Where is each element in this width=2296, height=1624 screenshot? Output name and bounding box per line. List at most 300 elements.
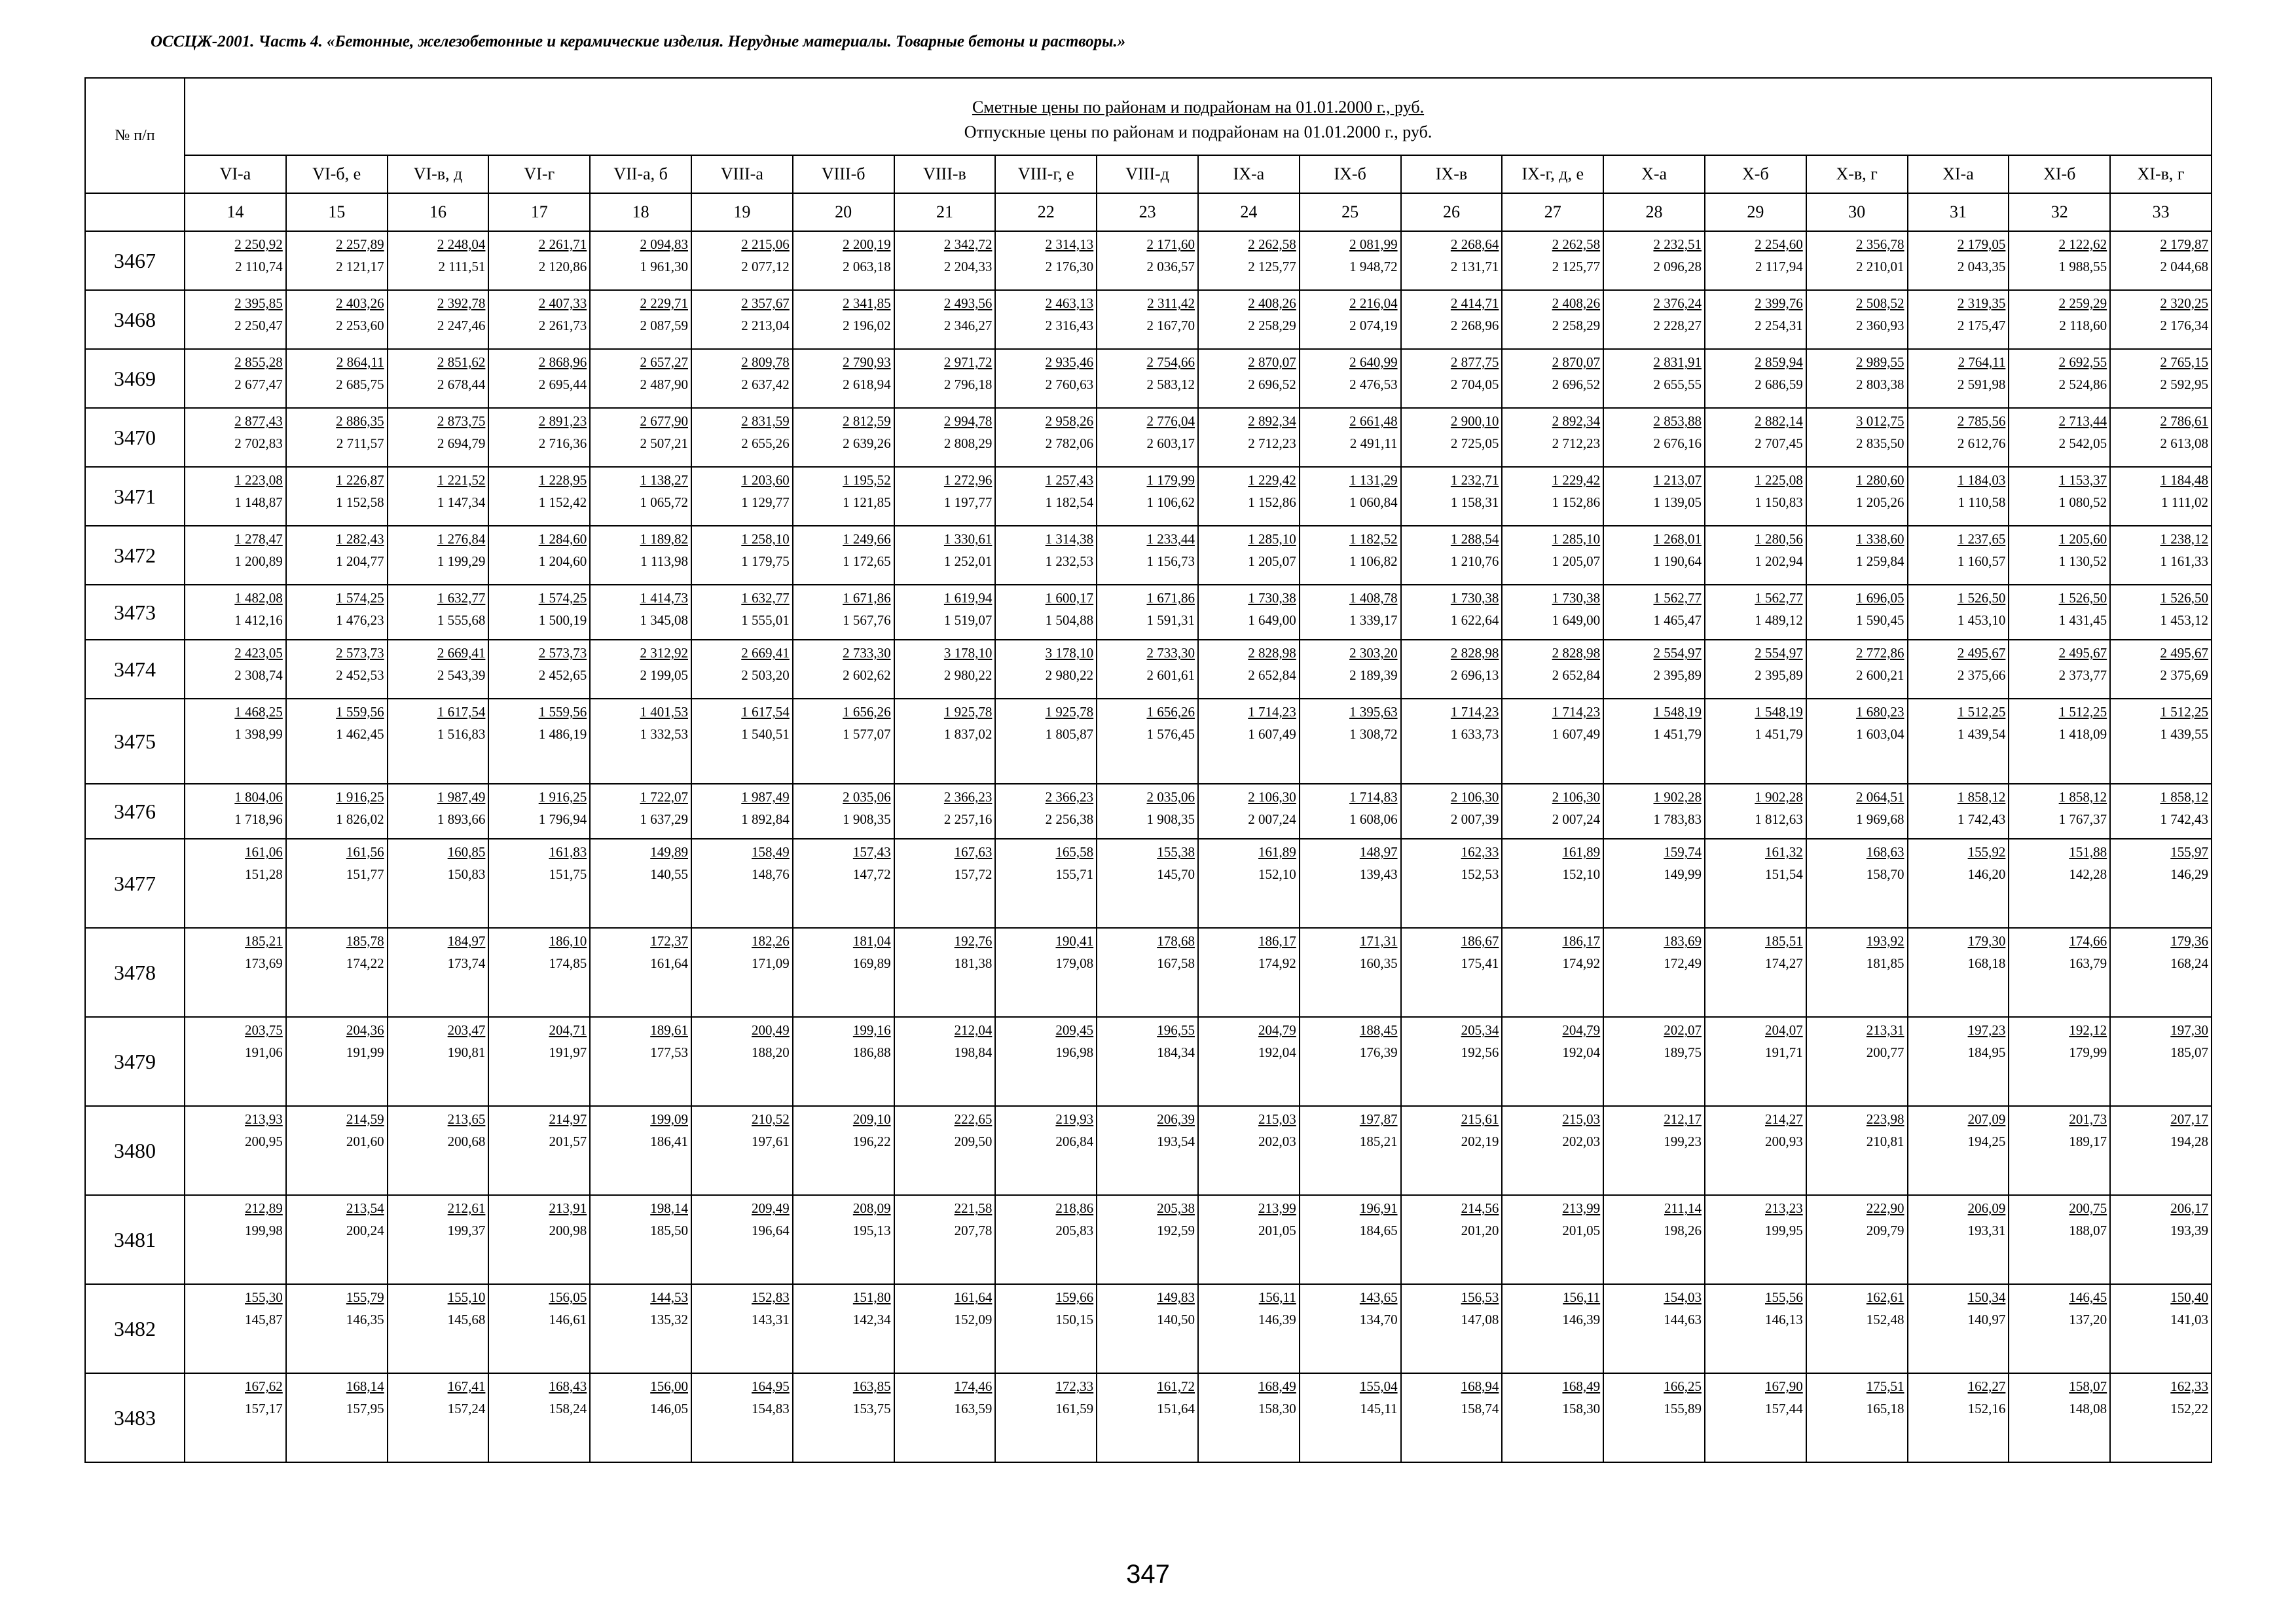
- estimated-price: 1 225,08: [1755, 472, 1803, 488]
- table-row: [85, 640, 2212, 699]
- release-price: 2 612,76: [1957, 435, 2006, 451]
- row-number: 3479: [85, 1017, 185, 1106]
- column-number: 21: [894, 193, 996, 231]
- region-header: IX-б: [1300, 155, 1401, 193]
- release-price: 1 111,02: [2161, 494, 2209, 510]
- release-price: 151,77: [346, 866, 384, 882]
- estimated-price: 174,66: [2069, 933, 2107, 949]
- estimated-price: 155,38: [1157, 844, 1195, 860]
- estimated-price: 202,07: [1664, 1022, 1702, 1038]
- estimated-price: 1 229,42: [1552, 472, 1601, 488]
- estimated-price: 161,72: [1157, 1378, 1195, 1394]
- price-cell: [2009, 839, 2110, 928]
- price-cell: [2110, 1106, 2212, 1195]
- release-price: 175,41: [1461, 955, 1499, 971]
- price-cell: [590, 526, 691, 585]
- estimated-price: 1 276,84: [437, 531, 486, 547]
- row-number: 3477: [85, 839, 185, 928]
- release-price: 1 451,79: [1755, 726, 1803, 742]
- release-price: 1 161,33: [2160, 553, 2209, 569]
- price-cell: [1603, 784, 1705, 839]
- price-cell: [2110, 231, 2212, 290]
- estimated-prices-title: Сметные цены по районам и подрайонам на 01.01.2000 г., руб.: [972, 98, 1425, 117]
- price-cell: [1300, 467, 1401, 526]
- release-price: 2 524,86: [2058, 377, 2107, 392]
- estimated-price: 182,26: [752, 933, 790, 949]
- price-cell: [1806, 231, 1908, 290]
- price-cell: [1908, 640, 2009, 699]
- estimated-price: 168,63: [1866, 844, 1904, 860]
- price-cell: [793, 1106, 894, 1195]
- estimated-price: 215,03: [1562, 1111, 1601, 1127]
- estimated-price: 2 877,75: [1450, 354, 1499, 370]
- release-price: 140,97: [1967, 1312, 2006, 1327]
- estimated-price: 2 366,23: [943, 789, 993, 805]
- estimated-price: 2 254,60: [1755, 236, 1803, 252]
- estimated-price: 2 081,99: [1349, 236, 1398, 252]
- price-cell: [590, 585, 691, 640]
- release-price: 2 176,34: [2160, 318, 2209, 333]
- estimated-price: 168,14: [346, 1378, 384, 1394]
- price-cell: [2110, 1017, 2212, 1106]
- release-price: 174,92: [1562, 955, 1601, 971]
- release-price: 2 074,19: [1349, 318, 1398, 333]
- price-cell: [894, 467, 996, 526]
- release-price: 192,56: [1461, 1044, 1499, 1060]
- estimated-price: 2 868,96: [538, 354, 587, 370]
- estimated-price: 2 764,11: [1958, 354, 2006, 370]
- estimated-price: 1 730,38: [1552, 590, 1601, 606]
- price-cell: [793, 928, 894, 1017]
- estimated-price: 2 661,48: [1349, 413, 1398, 429]
- release-price: 191,71: [1765, 1044, 1803, 1060]
- region-header: VI-а: [185, 155, 286, 193]
- release-price: 173,74: [447, 955, 486, 971]
- release-price: 1 607,49: [1248, 726, 1296, 742]
- row-number: 3468: [85, 290, 185, 349]
- column-number: 30: [1806, 193, 1908, 231]
- region-header: X-а: [1603, 155, 1705, 193]
- release-price: 2 452,65: [538, 667, 587, 683]
- release-price: 1 106,82: [1349, 553, 1398, 569]
- price-cell: [1502, 231, 1603, 290]
- release-price: 145,11: [1360, 1401, 1398, 1416]
- release-price: 1 252,01: [943, 553, 993, 569]
- estimated-price: 1 232,71: [1450, 472, 1499, 488]
- release-price: 2 120,86: [538, 259, 587, 274]
- estimated-price: 3 178,10: [1045, 645, 1094, 661]
- release-price: 1 826,02: [336, 811, 384, 827]
- price-cell: [388, 1195, 489, 1284]
- estimated-price: 1 671,86: [1146, 590, 1195, 606]
- price-cell: [793, 467, 894, 526]
- price-cell: [995, 231, 1097, 290]
- price-cell: [590, 1106, 691, 1195]
- price-cell: [1097, 1017, 1198, 1106]
- price-cell: [1603, 349, 1705, 408]
- table-row: [85, 526, 2212, 585]
- estimated-price: 155,10: [447, 1289, 486, 1305]
- estimated-price: 2 268,64: [1450, 236, 1499, 252]
- release-price: 2 782,06: [1045, 435, 1094, 451]
- estimated-price: 2 262,58: [1248, 236, 1296, 252]
- price-cell: [1806, 1017, 1908, 1106]
- price-cell: [1097, 585, 1198, 640]
- price-cell: [1502, 408, 1603, 467]
- release-price: 2 007,39: [1450, 811, 1499, 827]
- price-cell: [995, 784, 1097, 839]
- release-price: 200,98: [549, 1223, 587, 1238]
- estimated-price: 2 248,04: [437, 236, 486, 252]
- release-price: 209,50: [954, 1134, 993, 1149]
- price-cell: [1502, 640, 1603, 699]
- release-price: 1 948,72: [1349, 259, 1398, 274]
- price-cell: [388, 839, 489, 928]
- estimated-price: 1 858,12: [2058, 789, 2107, 805]
- table-row: [85, 349, 2212, 408]
- estimated-price: 156,11: [1258, 1289, 1296, 1305]
- release-price: 2 257,16: [943, 811, 993, 827]
- estimated-price: 204,71: [549, 1022, 587, 1038]
- release-price: 174,22: [346, 955, 384, 971]
- price-cell: [1300, 699, 1401, 784]
- release-price: 2 602,62: [843, 667, 891, 683]
- release-price: 2 044,68: [2160, 259, 2209, 274]
- estimated-price: 1 138,27: [640, 472, 688, 488]
- estimated-price: 2 853,88: [1653, 413, 1702, 429]
- estimated-price: 196,55: [1157, 1022, 1195, 1038]
- price-cell: [286, 585, 388, 640]
- release-price: 174,85: [549, 955, 587, 971]
- release-price: 1 121,85: [843, 494, 891, 510]
- price-cell: [691, 231, 793, 290]
- release-price: 1 139,05: [1653, 494, 1702, 510]
- release-price: 1 308,72: [1349, 726, 1398, 742]
- estimated-price: 2 179,05: [1957, 236, 2006, 252]
- estimated-price: 1 288,54: [1450, 531, 1499, 547]
- price-cell: [1603, 839, 1705, 928]
- price-cell: [1908, 784, 2009, 839]
- table-row: [85, 1195, 2212, 1284]
- release-price: 1 179,75: [741, 553, 790, 569]
- release-price: 1 339,17: [1349, 612, 1398, 628]
- release-price: 2 796,18: [943, 377, 993, 392]
- row-number: 3483: [85, 1373, 185, 1462]
- price-cell: [793, 1017, 894, 1106]
- estimated-price: 1 987,49: [741, 789, 790, 805]
- release-price: 1 603,04: [1856, 726, 1904, 742]
- estimated-price: 1 526,50: [2058, 590, 2107, 606]
- price-cell: [286, 784, 388, 839]
- estimated-price: 167,63: [954, 844, 993, 860]
- price-cell: [1603, 526, 1705, 585]
- release-price: 137,20: [2069, 1312, 2107, 1327]
- estimated-price: 1 282,43: [336, 531, 384, 547]
- price-cell: [185, 231, 286, 290]
- price-cell: [590, 290, 691, 349]
- price-cell: [488, 290, 590, 349]
- release-price: 1 516,83: [437, 726, 486, 742]
- release-price: 1 148,87: [234, 494, 283, 510]
- estimated-price: 185,78: [346, 933, 384, 949]
- release-price: 200,95: [245, 1134, 283, 1149]
- price-cell: [286, 699, 388, 784]
- price-cell: [1401, 1284, 1503, 1373]
- estimated-price: 1 562,77: [1653, 590, 1702, 606]
- price-cell: [590, 1284, 691, 1373]
- estimated-price: 1 285,10: [1552, 531, 1601, 547]
- estimated-price: 213,23: [1765, 1200, 1803, 1216]
- release-price: 2 360,93: [1856, 318, 1904, 333]
- estimated-price: 214,59: [346, 1111, 384, 1127]
- price-cell: [995, 1106, 1097, 1195]
- estimated-price: 1 714,23: [1248, 704, 1296, 720]
- price-cell: [1502, 1106, 1603, 1195]
- table-row: [85, 585, 2212, 640]
- estimated-price: 161,56: [346, 844, 384, 860]
- release-price: 2 702,83: [234, 435, 283, 451]
- price-cell: [286, 290, 388, 349]
- estimated-price: 186,17: [1562, 933, 1601, 949]
- estimated-price: 209,49: [752, 1200, 790, 1216]
- price-cell: [1198, 467, 1300, 526]
- estimated-price: 155,79: [346, 1289, 384, 1305]
- estimated-price: 1 280,60: [1856, 472, 1904, 488]
- column-number: 14: [185, 193, 286, 231]
- column-number: 31: [1908, 193, 2009, 231]
- release-price: 1 204,77: [336, 553, 384, 569]
- region-header: VIII-в: [894, 155, 996, 193]
- estimated-price: 2 262,58: [1552, 236, 1601, 252]
- estimated-price: 160,85: [447, 844, 486, 860]
- price-cell: [2009, 231, 2110, 290]
- release-price: 169,89: [852, 955, 891, 971]
- estimated-price: 2 776,04: [1146, 413, 1195, 429]
- estimated-price: 172,33: [1055, 1378, 1094, 1394]
- estimated-price: 219,93: [1055, 1111, 1094, 1127]
- price-cell: [1097, 640, 1198, 699]
- release-price: 1 451,79: [1653, 726, 1702, 742]
- estimated-price: 1 189,82: [640, 531, 688, 547]
- release-price: 1 462,45: [336, 726, 384, 742]
- release-price: 2 491,11: [1349, 435, 1398, 451]
- estimated-price: 161,64: [954, 1289, 993, 1305]
- estimated-price: 158,49: [752, 844, 790, 860]
- estimated-price: 2 892,34: [1552, 413, 1601, 429]
- price-cell: [1198, 699, 1300, 784]
- column-number-row: [85, 193, 2212, 231]
- release-price: 179,99: [2069, 1044, 2107, 1060]
- price-cell: [2110, 928, 2212, 1017]
- release-price: 2 601,61: [1146, 667, 1195, 683]
- release-price: 2 452,53: [336, 667, 384, 683]
- price-cell: [1806, 699, 1908, 784]
- price-cell: [185, 1373, 286, 1462]
- release-price: 1 908,35: [1146, 811, 1195, 827]
- row-number: 3469: [85, 349, 185, 408]
- release-price: 1 110,58: [1958, 494, 2006, 510]
- release-price: 150,15: [1055, 1312, 1094, 1327]
- price-cell: [1401, 640, 1503, 699]
- estimated-price: 2 891,23: [538, 413, 587, 429]
- estimated-price: 155,56: [1765, 1289, 1803, 1305]
- release-price: 1 202,94: [1755, 553, 1803, 569]
- estimated-price: 190,41: [1055, 933, 1094, 949]
- estimated-price: 148,97: [1359, 844, 1398, 860]
- release-price: 1 418,09: [2058, 726, 2107, 742]
- price-cell: [1603, 290, 1705, 349]
- release-price: 1 210,76: [1450, 553, 1499, 569]
- estimated-price: 1 548,19: [1755, 704, 1803, 720]
- estimated-price: 2 508,52: [1856, 295, 1904, 311]
- price-cell: [2110, 290, 2212, 349]
- price-cell: [488, 1373, 590, 1462]
- estimated-price: 1 925,78: [1045, 704, 1094, 720]
- price-cell: [1401, 526, 1503, 585]
- estimated-price: 1 229,42: [1248, 472, 1296, 488]
- estimated-price: 168,49: [1562, 1378, 1601, 1394]
- price-cell: [488, 839, 590, 928]
- release-price: 1 113,98: [640, 553, 688, 569]
- column-number: 23: [1097, 193, 1198, 231]
- estimated-price: 2 314,13: [1045, 236, 1094, 252]
- release-price: 167,58: [1157, 955, 1195, 971]
- release-price: 145,87: [245, 1312, 283, 1327]
- price-cell: [185, 585, 286, 640]
- estimated-price: 149,89: [650, 844, 688, 860]
- estimated-price: 197,87: [1359, 1111, 1398, 1127]
- estimated-price: 199,09: [650, 1111, 688, 1127]
- estimated-price: 2 408,26: [1248, 295, 1296, 311]
- release-price: 2 007,24: [1552, 811, 1601, 827]
- release-price: 2 077,12: [741, 259, 790, 274]
- estimated-price: 2 259,29: [2058, 295, 2107, 311]
- estimated-price: 215,61: [1461, 1111, 1499, 1127]
- region-header: X-в, г: [1806, 155, 1908, 193]
- estimated-price: 2 493,56: [943, 295, 993, 311]
- estimated-price: 2 403,26: [336, 295, 384, 311]
- price-cell: [1603, 1284, 1705, 1373]
- price-cell: [894, 699, 996, 784]
- release-price: 155,71: [1055, 866, 1094, 882]
- estimated-price: 1 526,50: [1957, 590, 2006, 606]
- release-price: 1 345,08: [640, 612, 688, 628]
- price-cell: [1908, 839, 2009, 928]
- release-price: 2 808,29: [943, 435, 993, 451]
- estimated-price: 2 859,94: [1755, 354, 1803, 370]
- price-cell: [793, 839, 894, 928]
- price-cell: [1705, 290, 1806, 349]
- price-cell: [995, 1373, 1097, 1462]
- table-row: [85, 231, 2212, 290]
- price-cell: [2110, 699, 2212, 784]
- table-row: [85, 1017, 2212, 1106]
- release-price: 1 130,52: [2058, 553, 2107, 569]
- release-price: 1 908,35: [843, 811, 891, 827]
- release-price: 157,24: [447, 1401, 486, 1416]
- region-header: IX-г, д, е: [1502, 155, 1603, 193]
- estimated-price: 2 900,10: [1450, 413, 1499, 429]
- estimated-price: 1 902,28: [1755, 789, 1803, 805]
- release-price: 163,79: [2069, 955, 2107, 971]
- price-cell: [793, 640, 894, 699]
- estimated-price: 162,61: [1866, 1289, 1904, 1305]
- release-price: 155,89: [1664, 1401, 1702, 1416]
- estimated-price: 1 414,73: [640, 590, 688, 606]
- price-cell: [995, 1284, 1097, 1373]
- release-price: 1 892,84: [741, 811, 790, 827]
- release-price: 154,83: [752, 1401, 790, 1416]
- estimated-price: 2 232,51: [1653, 236, 1702, 252]
- price-cell: [995, 1017, 1097, 1106]
- estimated-price: 172,37: [650, 933, 688, 949]
- estimated-price: 1 268,01: [1653, 531, 1702, 547]
- release-price: 1 152,58: [336, 494, 384, 510]
- price-cell: [2009, 1284, 2110, 1373]
- estimated-price: 1 131,29: [1349, 472, 1398, 488]
- estimated-price: 188,45: [1359, 1022, 1398, 1038]
- release-price: 152,10: [1258, 866, 1296, 882]
- price-cell: [185, 839, 286, 928]
- release-price: 1 197,77: [943, 494, 993, 510]
- table-row: [85, 928, 2212, 1017]
- column-number: 19: [691, 193, 793, 231]
- estimated-price: 1 338,60: [1856, 531, 1904, 547]
- release-price: 2 261,73: [538, 318, 587, 333]
- estimated-price: 1 656,26: [1146, 704, 1195, 720]
- price-cell: [388, 784, 489, 839]
- estimated-price: 178,68: [1157, 933, 1195, 949]
- release-price: 165,18: [1866, 1401, 1904, 1416]
- estimated-price: 2 200,19: [843, 236, 891, 252]
- price-cell: [1198, 349, 1300, 408]
- estimated-price: 162,27: [1967, 1378, 2006, 1394]
- table-row: [85, 408, 2212, 467]
- release-price: 2 125,77: [1552, 259, 1601, 274]
- price-cell: [995, 526, 1097, 585]
- release-price: 2 176,30: [1045, 259, 1094, 274]
- release-price: 2 696,52: [1248, 377, 1296, 392]
- price-cell: [1300, 1284, 1401, 1373]
- price-cell: [286, 408, 388, 467]
- row-number: 3472: [85, 526, 185, 585]
- column-number: 32: [2009, 193, 2110, 231]
- page-number: 347: [1126, 1560, 1170, 1589]
- price-cell: [1806, 585, 1908, 640]
- estimated-price: 2 035,06: [843, 789, 891, 805]
- estimated-price: 2 407,33: [538, 295, 587, 311]
- price-cell: [1300, 349, 1401, 408]
- release-price: 1 156,73: [1146, 553, 1195, 569]
- estimated-price: 209,10: [852, 1111, 891, 1127]
- estimated-price: 1 284,60: [538, 531, 587, 547]
- estimated-price: 205,38: [1157, 1200, 1195, 1216]
- estimated-price: 199,16: [852, 1022, 891, 1038]
- release-price: 142,28: [2069, 866, 2107, 882]
- release-price: 1 205,07: [1552, 553, 1601, 569]
- price-cell: [995, 408, 1097, 467]
- estimated-price: 2 669,41: [437, 645, 486, 661]
- estimated-price: 213,31: [1866, 1022, 1904, 1038]
- release-price: 2 655,55: [1653, 377, 1702, 392]
- price-cell: [1401, 699, 1503, 784]
- price-cell: [1806, 640, 1908, 699]
- release-price: 2 694,79: [437, 435, 486, 451]
- price-cell: [1401, 349, 1503, 408]
- price-cell: [388, 585, 489, 640]
- release-price: 1 608,06: [1349, 811, 1398, 827]
- price-cell: [388, 231, 489, 290]
